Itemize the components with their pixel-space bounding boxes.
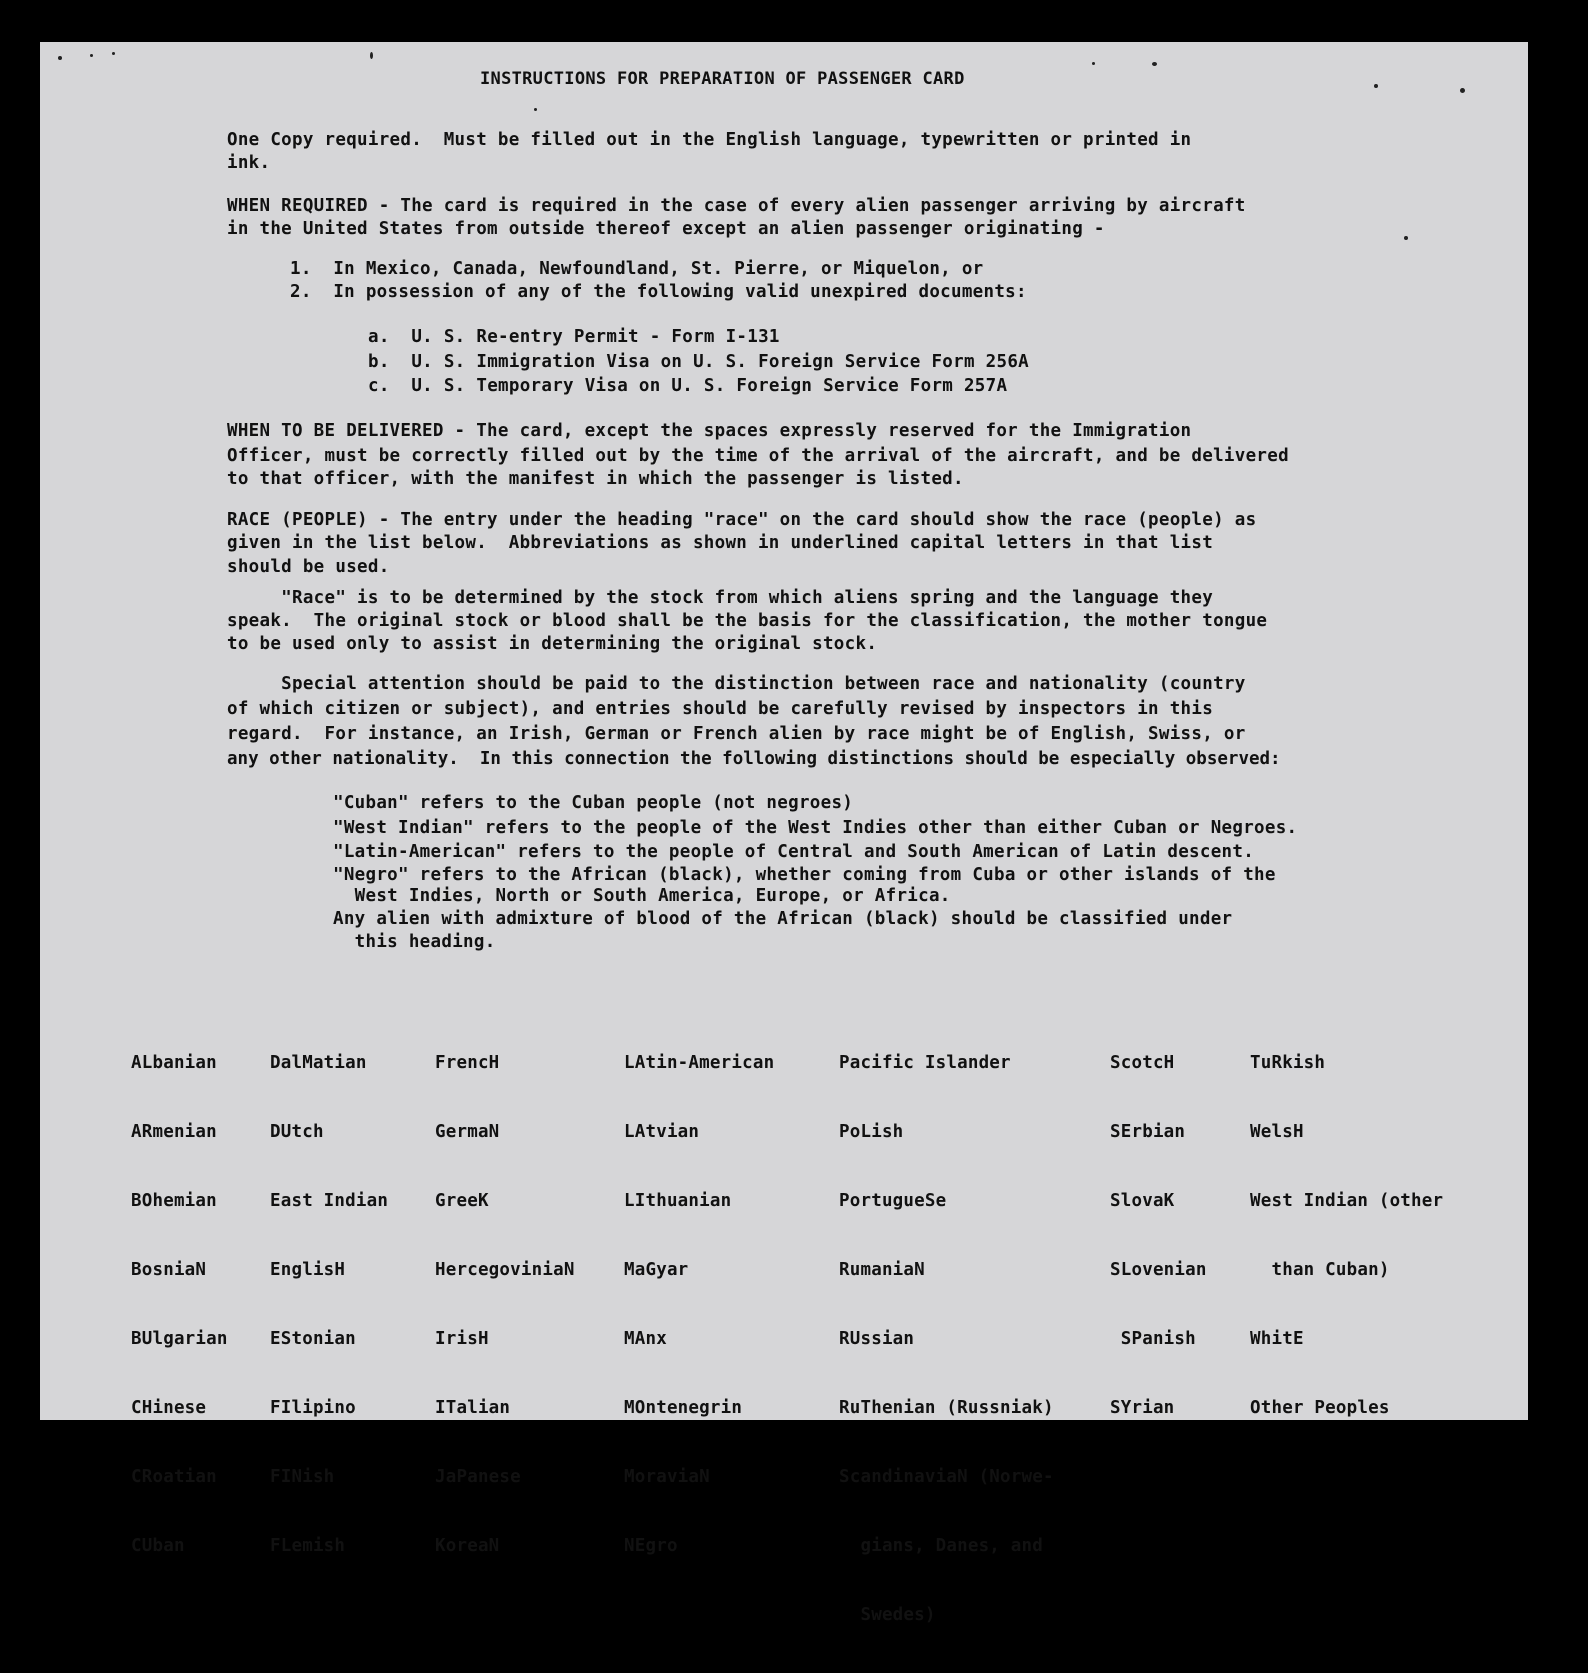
scan-speck (1152, 62, 1157, 66)
race-entry: IrisH (435, 1329, 489, 1349)
race-entry: Pacific Islander (839, 1053, 1011, 1073)
race-list-column (839, 1006, 1054, 1673)
distinction-line: West Indies, North or South America, Europe, or Africa. (333, 886, 951, 906)
race-definition-line: to be used only to assist in determining the original stock. (227, 634, 878, 654)
race-entry: West Indian (other (1250, 1191, 1444, 1211)
race-entry: RumaniaN (839, 1260, 925, 1280)
race-entry: ScandinaviaN (Norwe- (839, 1467, 1054, 1487)
race-entry: MOntenegrin (624, 1398, 743, 1418)
race-list-column (435, 1006, 575, 1604)
when-required-line: WHEN REQUIRED - The card is required in the case of every alien passenger arriving by aircraft (227, 196, 1246, 216)
scan-speck (58, 56, 62, 60)
origin-item: 1. In Mexico, Canada, Newfoundland, St. Pierre, or Miquelon, or (290, 259, 984, 279)
race-list-column (1110, 1006, 1207, 1466)
scan-speck (90, 54, 93, 57)
race-entry: EStonian (270, 1329, 356, 1349)
scan-speck (1374, 84, 1378, 88)
race-entry: SLovenian (1110, 1260, 1207, 1280)
race-entry: BUlgarian (131, 1329, 228, 1349)
race-list-column (624, 1006, 774, 1604)
distinction-line: this heading. (333, 932, 496, 952)
scan-speck (112, 52, 115, 55)
race-entry: CRoatian (131, 1467, 217, 1487)
race-heading-line: given in the list below. Abbreviations as shown in underlined capital letters in that list (227, 533, 1214, 553)
document-item: b. U. S. Immigration Visa on U. S. Foreign Service Form 256A (368, 352, 1029, 372)
race-entry: SYrian (1110, 1398, 1175, 1418)
race-entry: FINish (270, 1467, 335, 1487)
race-entry: FLemish (270, 1536, 346, 1556)
distinction-line: Any alien with admixture of blood of the African (black) should be classified under (333, 909, 1233, 929)
special-attention-line: of which citizen or subject), and entries should be carefully revised by inspectors in this (227, 699, 1214, 719)
race-entry: ARmenian (131, 1122, 217, 1142)
race-heading-line: RACE (PEOPLE) - The entry under the heading "race" on the card should show the race (people) as (227, 510, 1257, 530)
race-entry: ScotcH (1110, 1053, 1175, 1073)
race-entry: MaGyar (624, 1260, 689, 1280)
race-entry: WelsH (1250, 1122, 1304, 1142)
document-item: c. U. S. Temporary Visa on U. S. Foreign Service Form 257A (368, 376, 1008, 396)
distinction-line: "West Indian" refers to the people of the West Indies other than either Cuban or Negroes. (333, 818, 1298, 838)
race-entry: DUtch (270, 1122, 324, 1142)
when-delivered-line: to that officer, with the manifest in which the passenger is listed. (227, 469, 964, 489)
race-entry: TuRkish (1250, 1053, 1326, 1073)
scan-speck (1404, 236, 1408, 240)
race-entry: LAtvian (624, 1122, 700, 1142)
race-entry: ALbanian (131, 1053, 217, 1073)
special-attention-line: any other nationality. In this connection the following distinctions should be especially observed: (227, 749, 1281, 769)
race-entry: BosniaN (131, 1260, 207, 1280)
race-entry: FrencH (435, 1053, 500, 1073)
race-entry: WhitE (1250, 1329, 1304, 1349)
intro-line: ink. (227, 153, 271, 173)
race-entry: DalMatian (270, 1053, 367, 1073)
distinction-line: "Latin-American" refers to the people of Central and South American of Latin descent. (333, 842, 1255, 862)
special-attention-line: Special attention should be paid to the distinction between race and nationality (country (227, 674, 1246, 694)
scan-speck (1092, 62, 1095, 65)
race-entry: PoLish (839, 1122, 904, 1142)
when-delivered-line: WHEN TO BE DELIVERED - The card, except the spaces expressly reserved for the Immigration (227, 421, 1192, 441)
race-entry: PortugueSe (839, 1191, 947, 1211)
race-entry: ITalian (435, 1398, 511, 1418)
race-list-column (131, 1006, 228, 1604)
race-entry: CUban (131, 1536, 185, 1556)
when-required-line: in the United States from outside thereof except an alien passenger originating - (227, 219, 1105, 239)
race-list-column (270, 1006, 388, 1604)
race-entry: than Cuban) (1250, 1260, 1390, 1280)
race-entry: Swedes) (839, 1605, 936, 1625)
race-entry: SlovaK (1110, 1191, 1175, 1211)
race-entry: East Indian (270, 1191, 389, 1211)
race-entry: EnglisH (270, 1260, 346, 1280)
scan-speck (1460, 88, 1465, 93)
distinction-line: "Negro" refers to the African (black), whether coming from Cuba or other islands of the (333, 865, 1276, 885)
race-entry: GermaN (435, 1122, 500, 1142)
race-heading-line: should be used. (227, 557, 390, 577)
race-definition-line: speak. The original stock or blood shall be the basis for the classification, the mother tongue (227, 611, 1268, 631)
page-title: INSTRUCTIONS FOR PREPARATION OF PASSENGER CARD (480, 69, 965, 89)
race-entry: RuThenian (Russniak) (839, 1398, 1054, 1418)
race-entry: FIlipino (270, 1398, 356, 1418)
race-entry: BOhemian (131, 1191, 217, 1211)
special-attention-line: regard. For instance, an Irish, German or French alien by race might be of English, Swiss, or (227, 724, 1246, 744)
race-definition-line: "Race" is to be determined by the stock from which aliens spring and the language they (227, 588, 1214, 608)
scan-speck (370, 52, 373, 59)
race-entry: GreeK (435, 1191, 489, 1211)
race-entry: MAnx (624, 1329, 667, 1349)
race-entry: LAtin-American (624, 1053, 775, 1073)
race-entry: NEgro (624, 1536, 678, 1556)
race-entry: Other Peoples (1250, 1398, 1390, 1418)
race-entry: HercegoviniaN (435, 1260, 575, 1280)
origin-item: 2. In possession of any of the following valid unexpired documents: (290, 282, 1027, 302)
race-entry: CHinese (131, 1398, 207, 1418)
race-list-column (1250, 1006, 1443, 1466)
race-entry: SErbian (1110, 1122, 1186, 1142)
intro-line: One Copy required. Must be filled out in the English language, typewritten or printed in (227, 130, 1192, 150)
race-entry: SPanish (1110, 1329, 1196, 1349)
race-entry: MoraviaN (624, 1467, 710, 1487)
race-entry: JaPanese (435, 1467, 521, 1487)
document-page (40, 42, 1528, 1625)
document-item: a. U. S. Re-entry Permit - Form I-131 (368, 327, 780, 347)
when-delivered-line: Officer, must be correctly filled out by the time of the arrival of the aircraft, and be delivered (227, 446, 1289, 466)
race-entry: RUssian (839, 1329, 915, 1349)
scan-speck (534, 108, 537, 111)
race-entry: LIthuanian (624, 1191, 732, 1211)
race-entry: gians, Danes, and (839, 1536, 1043, 1556)
race-entry: KoreaN (435, 1536, 500, 1556)
distinction-line: "Cuban" refers to the Cuban people (not negroes) (333, 793, 854, 813)
